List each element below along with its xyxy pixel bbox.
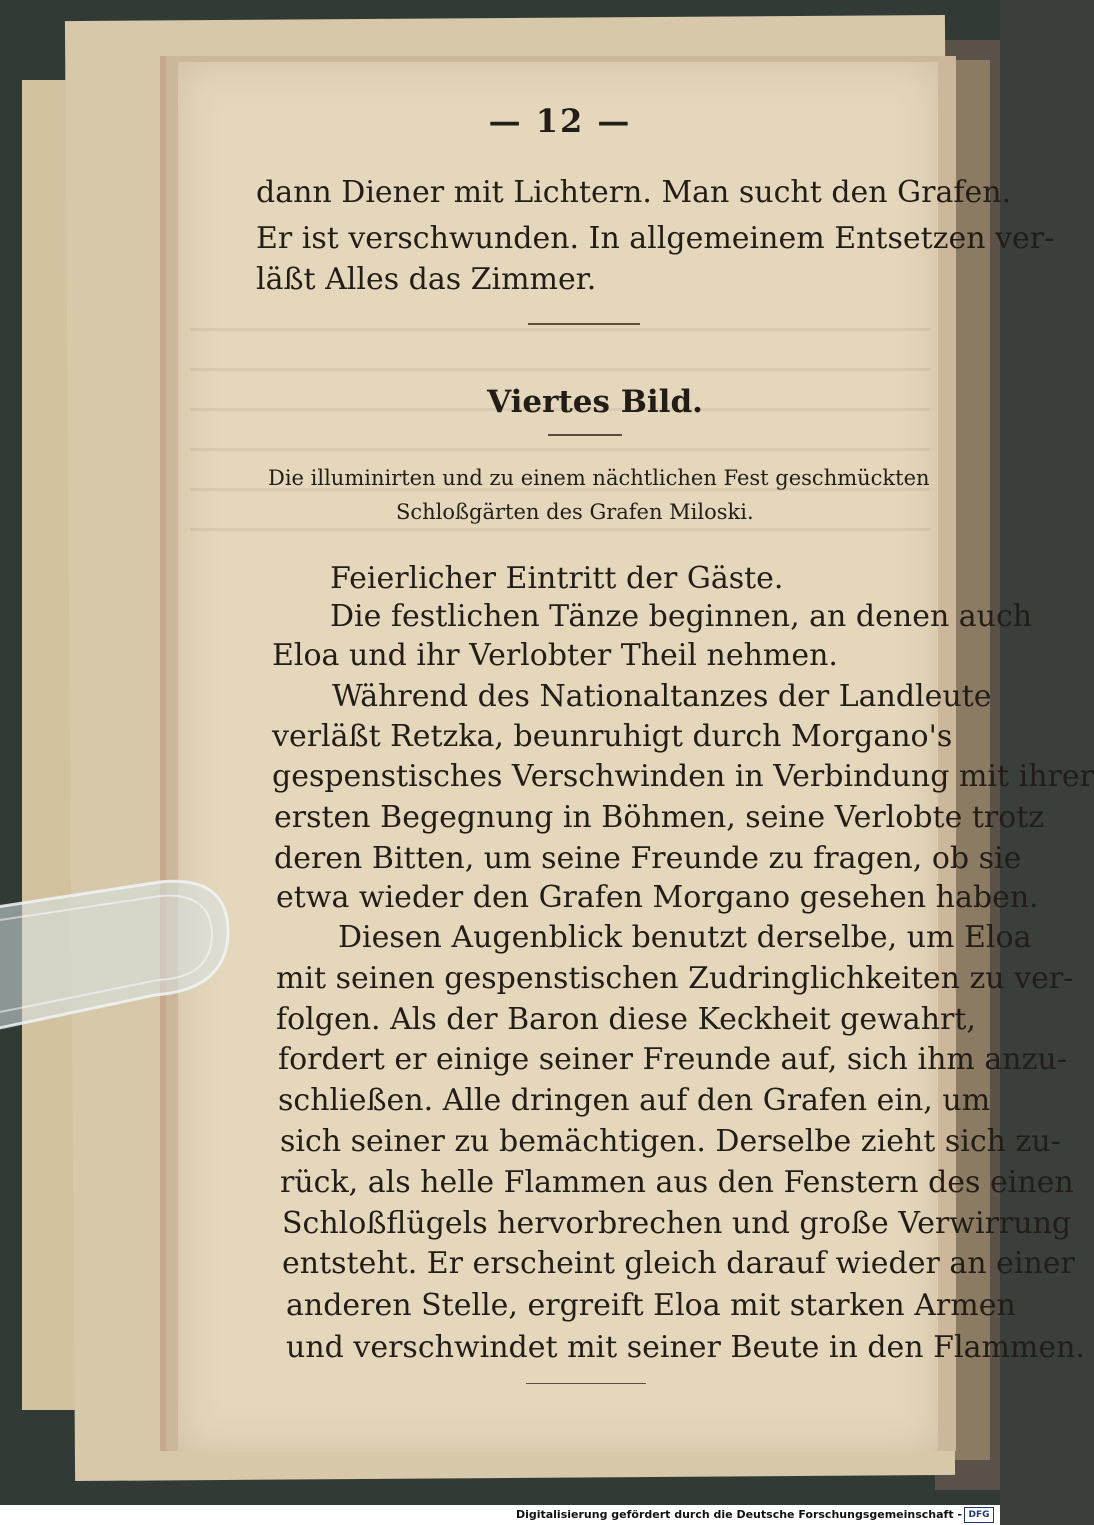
page-number: — 12 — — [488, 102, 632, 140]
text-line: und verschwindet mit seiner Beute in den Flammen. — [286, 1330, 1085, 1365]
text-line: verläßt Retzka, beunruhigt durch Morgano's — [272, 719, 953, 754]
text-line: entsteht. Er erscheint gleich darauf wieder an einer — [282, 1246, 1075, 1281]
stage-direction: Schloßgärten des Grafen Miloski. — [396, 500, 754, 524]
text-line: fordert er einige seiner Freunde auf, sich ihm anzu- — [278, 1042, 1067, 1077]
text-line: Diesen Augenblick benutzt derselbe, um Eloa — [338, 920, 1032, 955]
text-line: etwa wieder den Grafen Morgano gesehen haben. — [276, 880, 1039, 915]
text-line: Feierlicher Eintritt der Gäste. — [330, 561, 784, 596]
funding-credit: Digitalisierung gefördert durch die Deutsche Forschungsgemeinschaft - — [515, 1508, 962, 1521]
text-line: Er ist verschwunden. In allgemeinem Entsetzen ver- — [256, 221, 1055, 256]
text-line: Während des Nationaltanzes der Landleute — [332, 679, 992, 714]
section-rule — [528, 323, 640, 325]
text-line: rück, als helle Flammen aus den Fenstern des einen — [280, 1165, 1074, 1200]
text-line: Schloßflügels hervorbrechen und große Verwirrung — [282, 1206, 1072, 1241]
text-line: dann Diener mit Lichtern. Man sucht den Grafen. — [256, 175, 1012, 210]
scene-title: Viertes Bild. — [487, 384, 703, 420]
text-line: läßt Alles das Zimmer. — [256, 262, 597, 297]
text-line: deren Bitten, um seine Freunde zu fragen, ob sie — [274, 841, 1022, 876]
section-rule — [548, 434, 622, 436]
text-line: Die festlichen Tänze beginnen, an denen auch — [330, 599, 1033, 634]
text-line: schließen. Alle dringen auf den Grafen ein, um — [278, 1083, 991, 1118]
text-line: mit seinen gespenstischen Zudringlichkeiten zu ver- — [276, 961, 1074, 996]
text-line: Eloa und ihr Verlobter Theil nehmen. — [272, 638, 838, 673]
text-line: ersten Begegnung in Böhmen, seine Verlobte trotz — [274, 800, 1045, 835]
text-line: sich seiner zu bemächtigen. Derselbe zieht sich zu- — [280, 1124, 1061, 1159]
dfg-logo: DFG — [964, 1507, 994, 1523]
text-line: folgen. Als der Baron diese Keckheit gewahrt, — [276, 1002, 976, 1037]
plastic-clip — [0, 880, 240, 1030]
text-line: anderen Stelle, ergreift Eloa mit starken Armen — [286, 1288, 1016, 1323]
text-line: gespenstisches Verschwinden in Verbindung mit ihrer — [272, 759, 1094, 794]
end-rule — [526, 1383, 646, 1384]
stage-direction: Die illuminirten und zu einem nächtlichen Fest geschmückten — [268, 466, 930, 490]
